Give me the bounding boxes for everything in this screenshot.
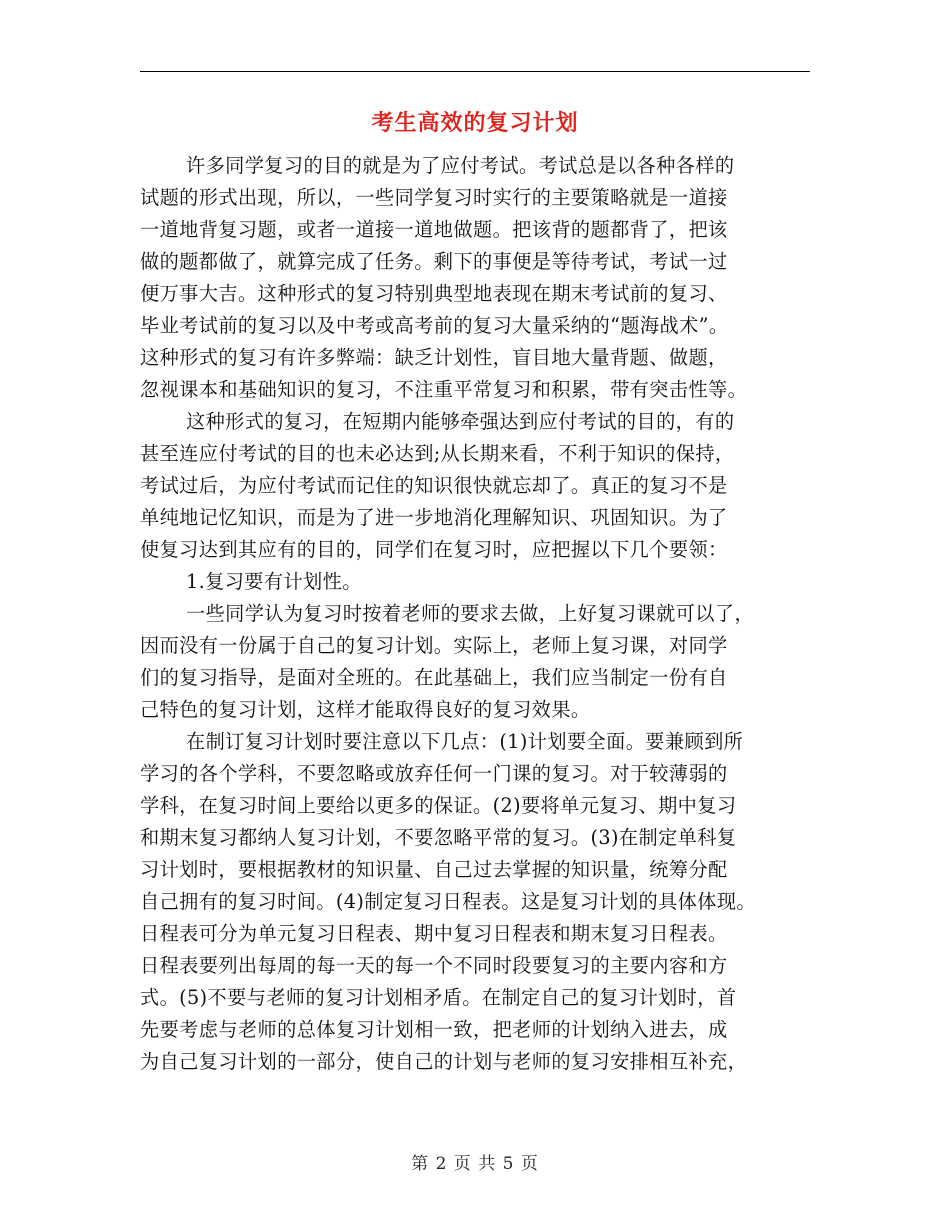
paragraph-line: 这种形式的复习有许多弊端：缺乏计划性，盲目地大量背题、做题， [140,346,728,369]
paragraph-line: 考试过后，为应付考试而记住的知识很快就忘却了。真正的复习不是 [140,474,728,497]
paragraph-line: 毕业考试前的复习以及中考或高考前的复习大量采纳的“题海战术”。 [140,314,729,337]
document-body [140,150,810,1078]
paragraph-line: 先要考虑与老师的总体复习计划相一致，把老师的计划纳入进去，成 [140,1018,728,1041]
paragraph-line: 一道地背复习题，或者一道接一道地做题。把该背的题都背了，把该 [140,218,728,241]
paragraph-line: 一些同学认为复习时按着老师的要求去做，上好复习课就可以了， [186,602,755,625]
paragraph-line: 试题的形式出现，所以，一些同学复习时实行的主要策略就是一道接 [140,186,728,209]
paragraph-line: 因而没有一份属于自己的复习计划。实际上，老师上复习课，对同学 [140,634,728,657]
paragraph-line: 许多同学复习的目的就是为了应付考试。考试总是以各种各样的 [186,154,735,177]
paragraph-line: 己特色的复习计划，这样才能取得良好的复习效果。 [140,698,591,721]
paragraph-line: 为自己复习计划的一部分，使自己的计划与老师的复习安排相互补充， [140,1050,748,1073]
section-heading: 1.复习要有计划性。 [186,570,362,593]
paragraph-line: 忽视课本和基础知识的复习，不注重平常复习和积累，带有突击性等。 [140,378,748,401]
paragraph-line: 们的复习指导，是面对全班的。在此基础上，我们应当制定一份有自 [140,666,728,689]
paragraph-line: 做的题都做了，就算完成了任务。剩下的事便是等待考试，考试一过 [140,250,728,273]
paragraph-line: 使复习达到其应有的目的，同学们在复习时，应把握以下几个要领： [140,538,728,561]
paragraph-line: 学科，在复习时间上要给以更多的保证。(2)要将单元复习、期中复习 [140,794,737,817]
header-rule [140,71,810,72]
document-title: 考生高效的复习计划 [371,111,579,136]
paragraph-line: 日程表可分为单元复习日程表、期中复习日程表和期末复习日程表。 [140,922,728,945]
paragraph-line: 这种形式的复习，在短期内能够牵强达到应付考试的目的，有的 [186,410,735,433]
page-number: 第 2 页 共 5 页 [411,1154,539,1174]
paragraph-line: 甚至连应付考试的目的也未必达到;从长期来看，不利于知识的保持， [140,442,735,465]
paragraph-line: 式。(5)不要与老师的复习计划相矛盾。在制定自己的复习计划时，首 [140,986,737,1009]
paragraph-line: 自己拥有的复习时间。(4)制定复习日程表。这是复习计划的具体体现。 [140,890,757,913]
paragraph-line: 日程表要列出每周的每一天的每一个不同时段要复习的主要内容和方 [140,954,728,977]
paragraph-line: 习计划时，要根据教材的知识量、自己过去掌握的知识量，统筹分配 [140,858,728,881]
paragraph-line: 便万事大吉。这种形式的复习特别典型地表现在期末考试前的复习、 [140,282,728,305]
paragraph-line: 学习的各个学科，不要忽略或放弃任何一门课的复习。对于较薄弱的 [140,762,728,785]
paragraph-line: 单纯地记忆知识，而是为了进一步地消化理解知识、巩固知识。为了 [140,506,728,529]
paragraph-line: 在制订复习计划时要注意以下几点：(1)计划要全面。要兼顾到所 [186,730,744,753]
paragraph-line: 和期末复习都纳人复习计划，不要忽略平常的复习。(3)在制定单科复 [140,826,737,849]
